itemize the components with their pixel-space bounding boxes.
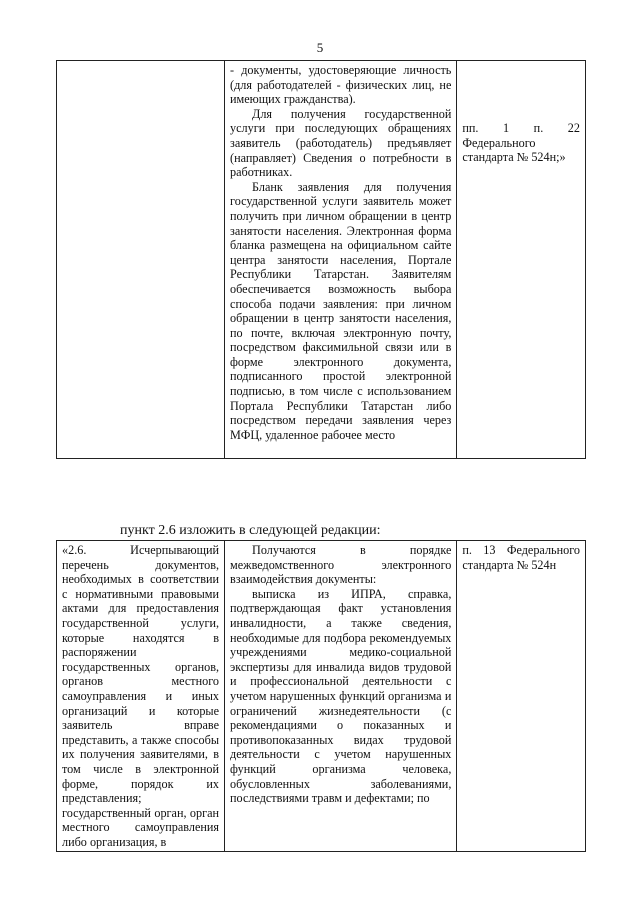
paragraph-documents-identity: - документы, удостоверяющие личность (для работодателей - физических лиц, не имеющих гражданства). (230, 63, 452, 107)
paragraph-interagency-documents: Получаются в порядке межведомственного электронного взаимодействия документы: (230, 543, 452, 587)
table-cell-description (225, 61, 457, 459)
paragraph-application-form: Бланк заявления для получения государственной услуги заявитель может получить при личном обращении в центр занятости населения. Электронная форма бланка размещена на официальном сайте центра занятости населения, Портале Республики Татарстан. Заявителям обеспечивается возможность выбора способа подачи заявления: при личном обращении в центр занятости населения, по почте, включая электронную почту, посредством факсимильной связи или в форме электронного документа, подписанного простой электронной подписью, в том числе с использованием Портала Республики Татарстан либо посредством передачи заявления через МФЦ, удаленное рабочее место (230, 179, 452, 442)
paragraph-ipra-extract: выписка из ИПРА, справка, подтверждающая факт установления инвалидности, а также сведения, необходимые для подбора рекомендуемых учреждениями медико-социальной экспертизы для инвалида видов трудовой и профессиональной деятельности с учетом нарушенных функций организма и ограничений жизнедеятельности (с рекомендациями о показанных и противопоказанных видах трудовой деятельности с учетом нарушенных функций организма человека, обусловленных заболеваниями, последствиями травм и дефектами; по (230, 586, 452, 806)
section-heading: пункт 2.6 изложить в следующей редакции: (120, 523, 381, 538)
page-number: 5 (316, 40, 324, 55)
reference-text: пп. 1 п. 22 Федерального стандарта № 524н;» (462, 121, 580, 165)
table-cell-reference (457, 61, 586, 459)
table-cell-description (225, 541, 457, 852)
continuation-table (56, 60, 586, 459)
table-cell-reference (457, 541, 586, 852)
table-cell-item-title (57, 541, 225, 852)
section-2-6-table (56, 540, 586, 852)
table-row (57, 541, 586, 852)
item-2-6-text: «2.6. Исчерпывающий перечень документов, необходимых в соответствии с нормативными правовыми актами для предоставления государственной услуги, которые находятся в распоряжении государственных органов, органов местного самоуправления и иных организаций и которые заявитель вправе представить, а также способы их получения заявителями, в том числе в электронной форме, порядок их представления; государственный орган, орган местного самоуправления либо организация, в (62, 543, 220, 849)
table-row (57, 61, 586, 459)
paragraph-subsequent-requests: Для получения государственной услуги при последующих обращениях заявитель (работодатель) предъявляет (направляет) Сведения о потребности в работниках. (230, 106, 452, 180)
table-cell-empty (57, 61, 225, 459)
reference-text: п. 13 Федерального стандарта № 524н (462, 543, 580, 572)
